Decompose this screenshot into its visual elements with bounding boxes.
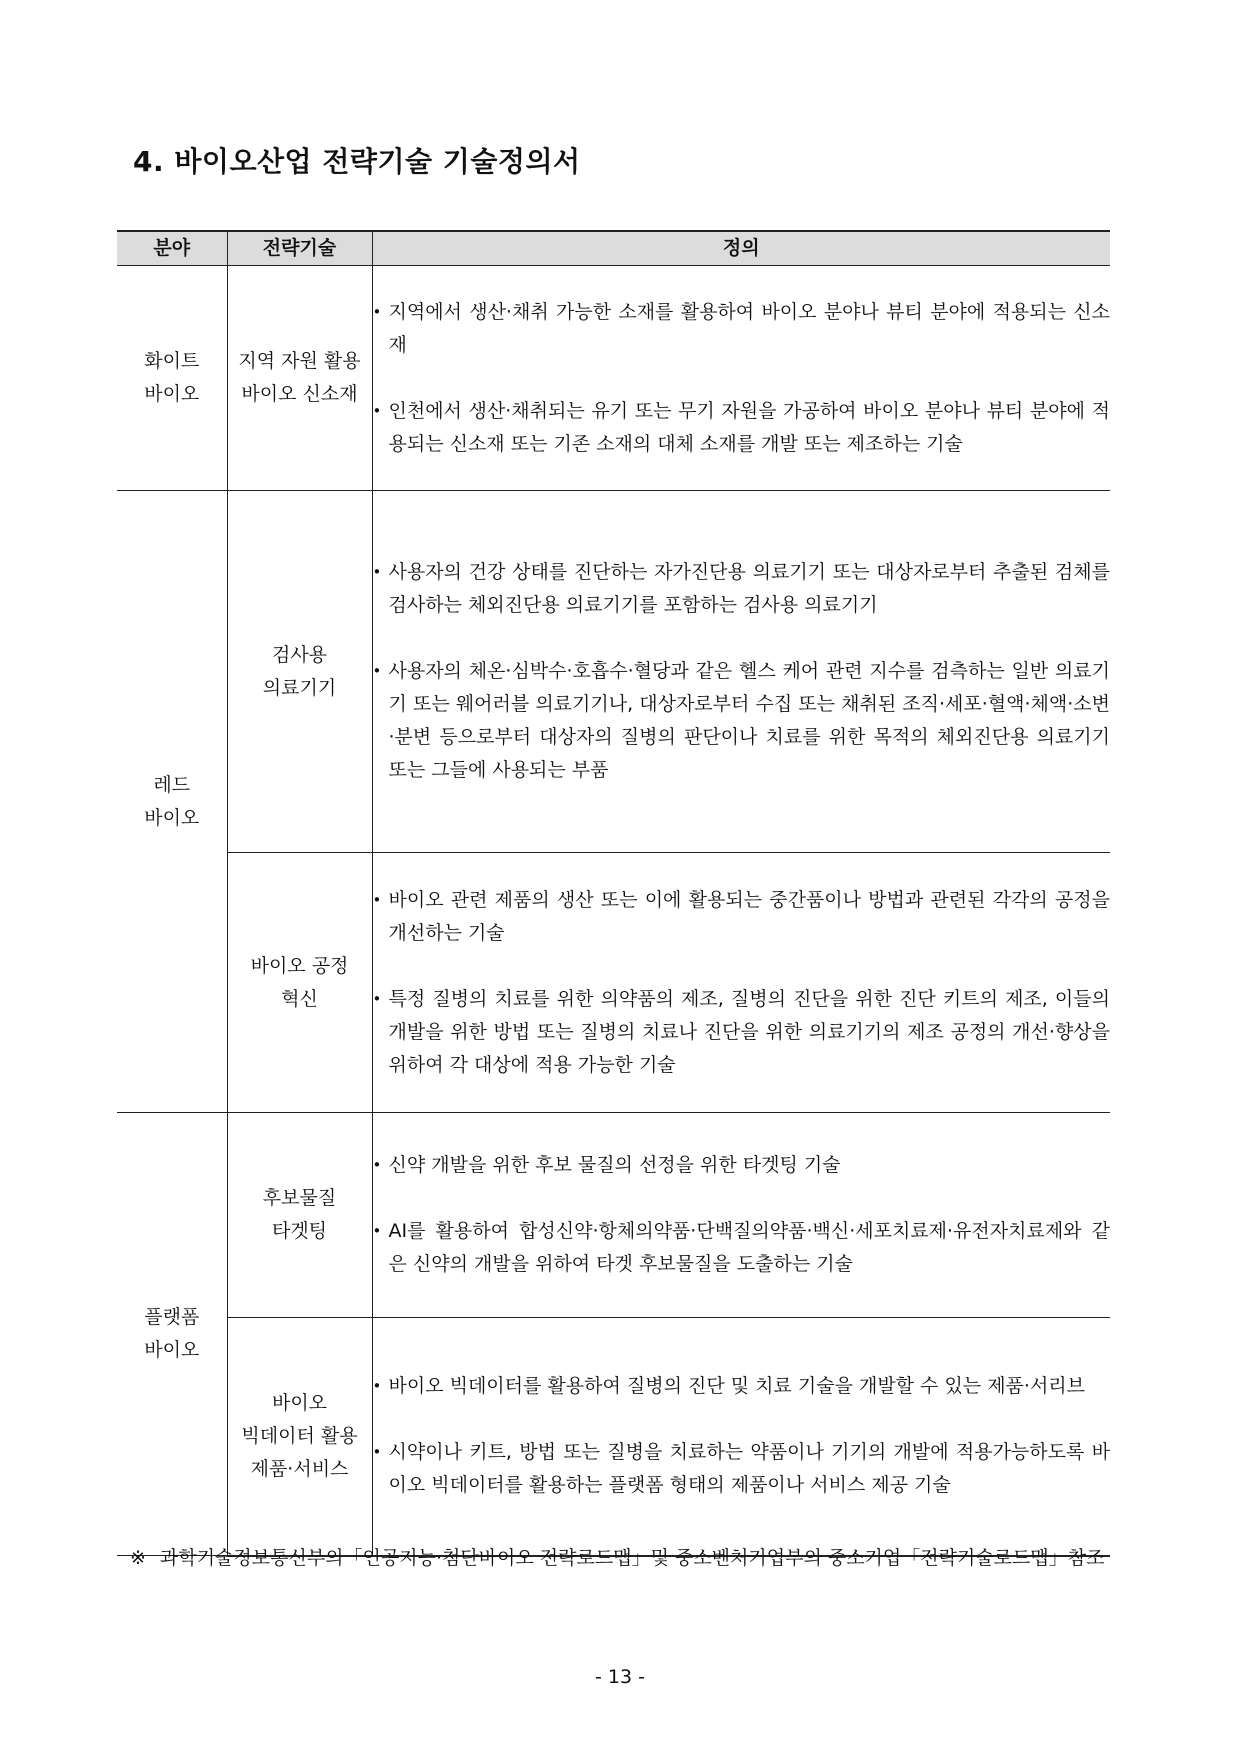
table-row [117, 853, 1110, 1113]
tech-definition-table [117, 230, 1110, 1557]
table-header-row [117, 231, 1110, 266]
tech-label: 지역 자원 활용 바이오 신소재 [238, 350, 361, 405]
tech-cell [227, 491, 372, 853]
field-label: 화이트 바이오 [144, 350, 200, 405]
table-row [117, 491, 1110, 853]
tech-label: 바이오 공정 혁신 [250, 954, 349, 1010]
header-tech: 전략기술 [227, 231, 372, 266]
reference-mark: ※ [130, 1547, 146, 1569]
field-label: 플랫폼 바이오 [144, 1306, 200, 1361]
table-row [117, 1113, 1110, 1318]
page-title: 4. 바이오산업 전략기술 기술정의서 [133, 145, 581, 178]
definition-item: • 특정 질병의 치료를 위한 의약품의 제조, 질병의 진단을 위한 진단 키트의 제조, 이들의 개발을 위한 방법 또는 질병의 치료나 진단을 위한 의료기기의 제조 공정의 개선·향상을 위하여 각 대상에 적용 가능한 기술 [373, 983, 1111, 1082]
definition-cell [372, 491, 1110, 853]
tech-label: 검사용 의료기기 [262, 643, 337, 699]
tech-cell [227, 266, 372, 491]
definition-item: • 사용자의 건강 상태를 진단하는 자가진단용 의료기기 또는 대상자로부터 추출된 검체를 검사하는 체외진단용 의료기기를 포함하는 검사용 의료기기 [373, 556, 1111, 622]
tech-cell [227, 1318, 372, 1556]
definition-list [373, 556, 1111, 787]
definition-list [373, 1370, 1111, 1502]
table-row [117, 1318, 1110, 1556]
definition-cell [372, 1318, 1110, 1556]
field-cell [117, 491, 227, 1113]
definition-item: • 시약이나 키트, 방법 또는 질병을 치료하는 약품이나 기기의 개발에 적용가능하도록 바이오 빅데이터를 활용하는 플랫폼 형태의 제품이나 서비스 제공 기술 [373, 1436, 1111, 1502]
tech-label: 후보물질 타겟팅 [262, 1187, 337, 1242]
definition-item: • 바이오 관련 제품의 생산 또는 이에 활용되는 중간품이나 방법과 관련된 각각의 공정을 개선하는 기술 [373, 884, 1111, 950]
definition-cell [372, 266, 1110, 491]
definition-cell [372, 853, 1110, 1113]
tech-cell [227, 1113, 372, 1318]
definition-item: • 바이오 빅데이터를 활용하여 질병의 진단 및 치료 기술을 개발할 수 있는 제품·서리브 [373, 1370, 1111, 1403]
field-label: 레드 바이오 [144, 773, 200, 829]
footnote-text: 과학기술정보통신부의「인공지능·첨단바이오 전략로드맵」및 중소벤처기업부의 중소기업「전략기술로드맵」참조 [160, 1547, 1105, 1569]
definition-item: • 사용자의 체온·심박수·호흡수·혈당과 같은 헬스 케어 관련 지수를 검측하는 일반 의료기기 또는 웨어러블 의료기기나, 대상자로부터 수집 또는 채취된 조직·세포·혈액·체액·소변·분변 등으로부터 대상자의 질병의 판단이나 치료를 위한 목적의 체외진단용 의료기기 또는 그들에 사용되는 부품 [373, 655, 1111, 787]
definition-list [373, 884, 1111, 1082]
table-row [117, 266, 1110, 491]
field-cell [117, 1113, 227, 1556]
header-field: 분야 [117, 231, 227, 266]
definition-item: • 지역에서 생산·채취 가능한 소재를 활용하여 바이오 분야나 뷰티 분야에 적용되는 신소재 [373, 296, 1111, 362]
definition-cell [372, 1113, 1110, 1318]
footnote [130, 1542, 1142, 1575]
field-cell [117, 266, 227, 491]
definition-item: • 신약 개발을 위한 후보 물질의 선정을 위한 타겟팅 기술 [373, 1149, 1111, 1182]
page-number: - 13 - [595, 1666, 645, 1688]
tech-cell [227, 853, 372, 1113]
definition-list [373, 1149, 1111, 1281]
tech-label: 바이오 빅데이터 활용 제품·서비스 [241, 1391, 358, 1480]
header-definition: 정의 [372, 231, 1110, 266]
definition-item: • AI를 활용하여 합성신약·항체의약품·단백질의약품·백신·세포치료제·유전자치료제와 같은 신약의 개발을 위하여 타겟 후보물질을 도출하는 기술 [373, 1215, 1111, 1281]
definition-item: • 인천에서 생산·채취되는 유기 또는 무기 자원을 가공하여 바이오 분야나 뷰티 분야에 적용되는 신소재 또는 기존 소재의 대체 소재를 개발 또는 제조하는 기술 [373, 395, 1111, 461]
definition-list [373, 296, 1111, 461]
